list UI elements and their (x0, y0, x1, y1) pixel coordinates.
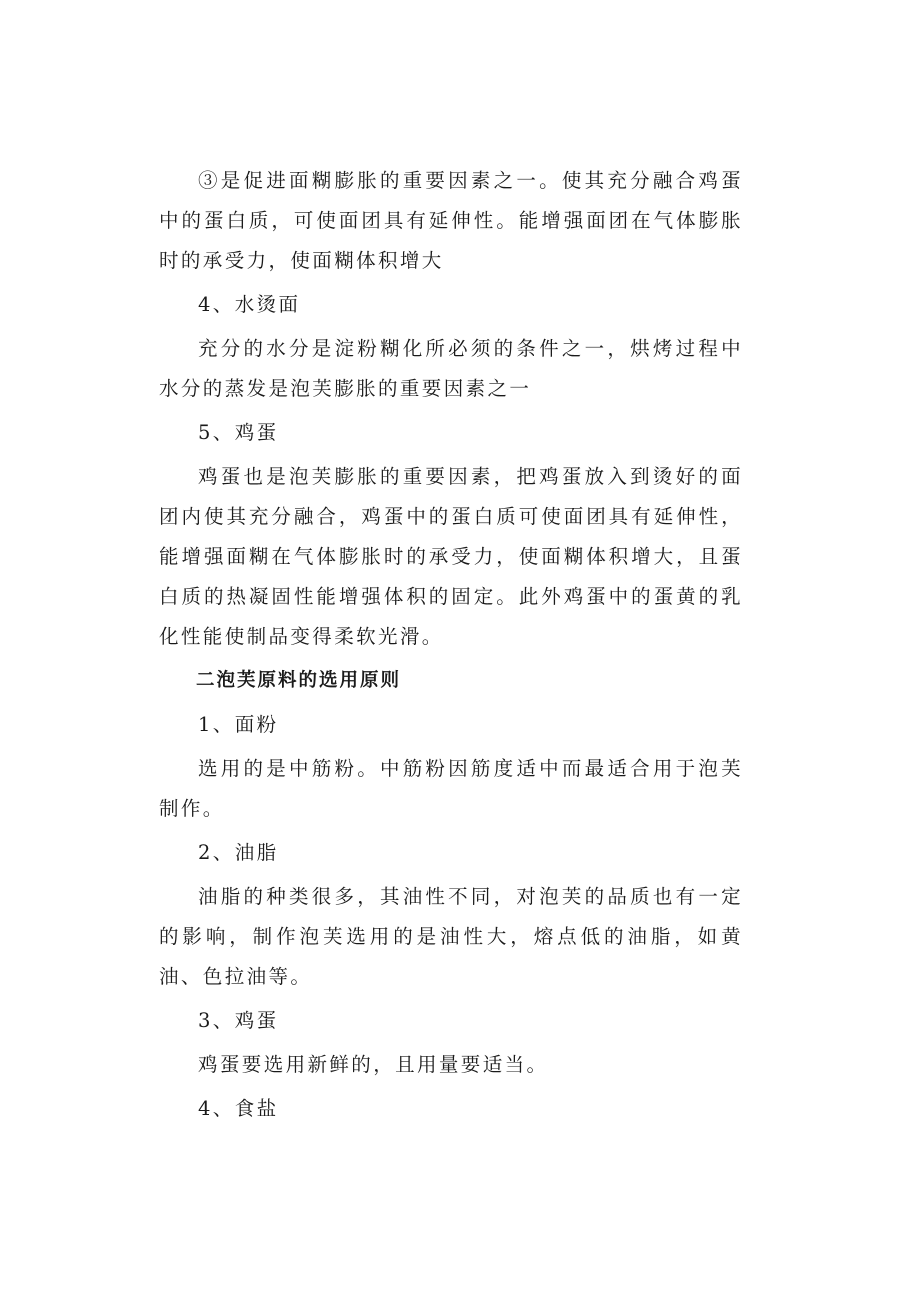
heading-flour: 1、面粉 (198, 713, 279, 736)
paragraph-egg-protein-effect: ③是促进面糊膨胀的重要因素之一。使其充分融合鸡蛋中的蛋白质，可使面团具有延伸性。能增强面团在气体膨胀时的承受力，使面糊体积增大 (159, 169, 743, 272)
paragraph-water-role: 充分的水分是淀粉糊化所必须的条件之一，烘烤过程中水分的蒸发是泡芙膨胀的重要因素之一 (159, 337, 743, 400)
heading-hot-water-dough: 4、水烫面 (198, 293, 301, 316)
section-title-selection-principles: 二泡芙原料的选用原则 (196, 670, 402, 691)
heading-egg-selection: 3、鸡蛋 (198, 1009, 279, 1032)
paragraph-egg-role: 鸡蛋也是泡芙膨胀的重要因素，把鸡蛋放入到烫好的面团内使其充分融合，鸡蛋中的蛋白质可使面团具有延伸性，能增强面糊在气体膨胀时的承受力，使面糊体积增大，且蛋白质的热凝固性能增强体积的固定。此外鸡蛋中的蛋黄的乳化性能使制品变得柔软光滑。 (159, 465, 743, 648)
document-body (159, 161, 743, 1133)
paragraph-fat: 油脂的种类很多，其油性不同，对泡芙的品质也有一定的影响，制作泡芙选用的是油性大，熔点低的油脂，如黄油、色拉油等。 (159, 885, 743, 988)
heading-fat: 2、油脂 (198, 841, 279, 864)
paragraph-flour: 选用的是中筋粉。中筋粉因筋度适中而最适合用于泡芙制作。 (159, 757, 743, 820)
heading-salt: 4、食盐 (198, 1097, 279, 1120)
paragraph-egg-selection: 鸡蛋要选用新鲜的，且用量要适当。 (198, 1053, 549, 1076)
heading-egg: 5、鸡蛋 (198, 421, 279, 444)
